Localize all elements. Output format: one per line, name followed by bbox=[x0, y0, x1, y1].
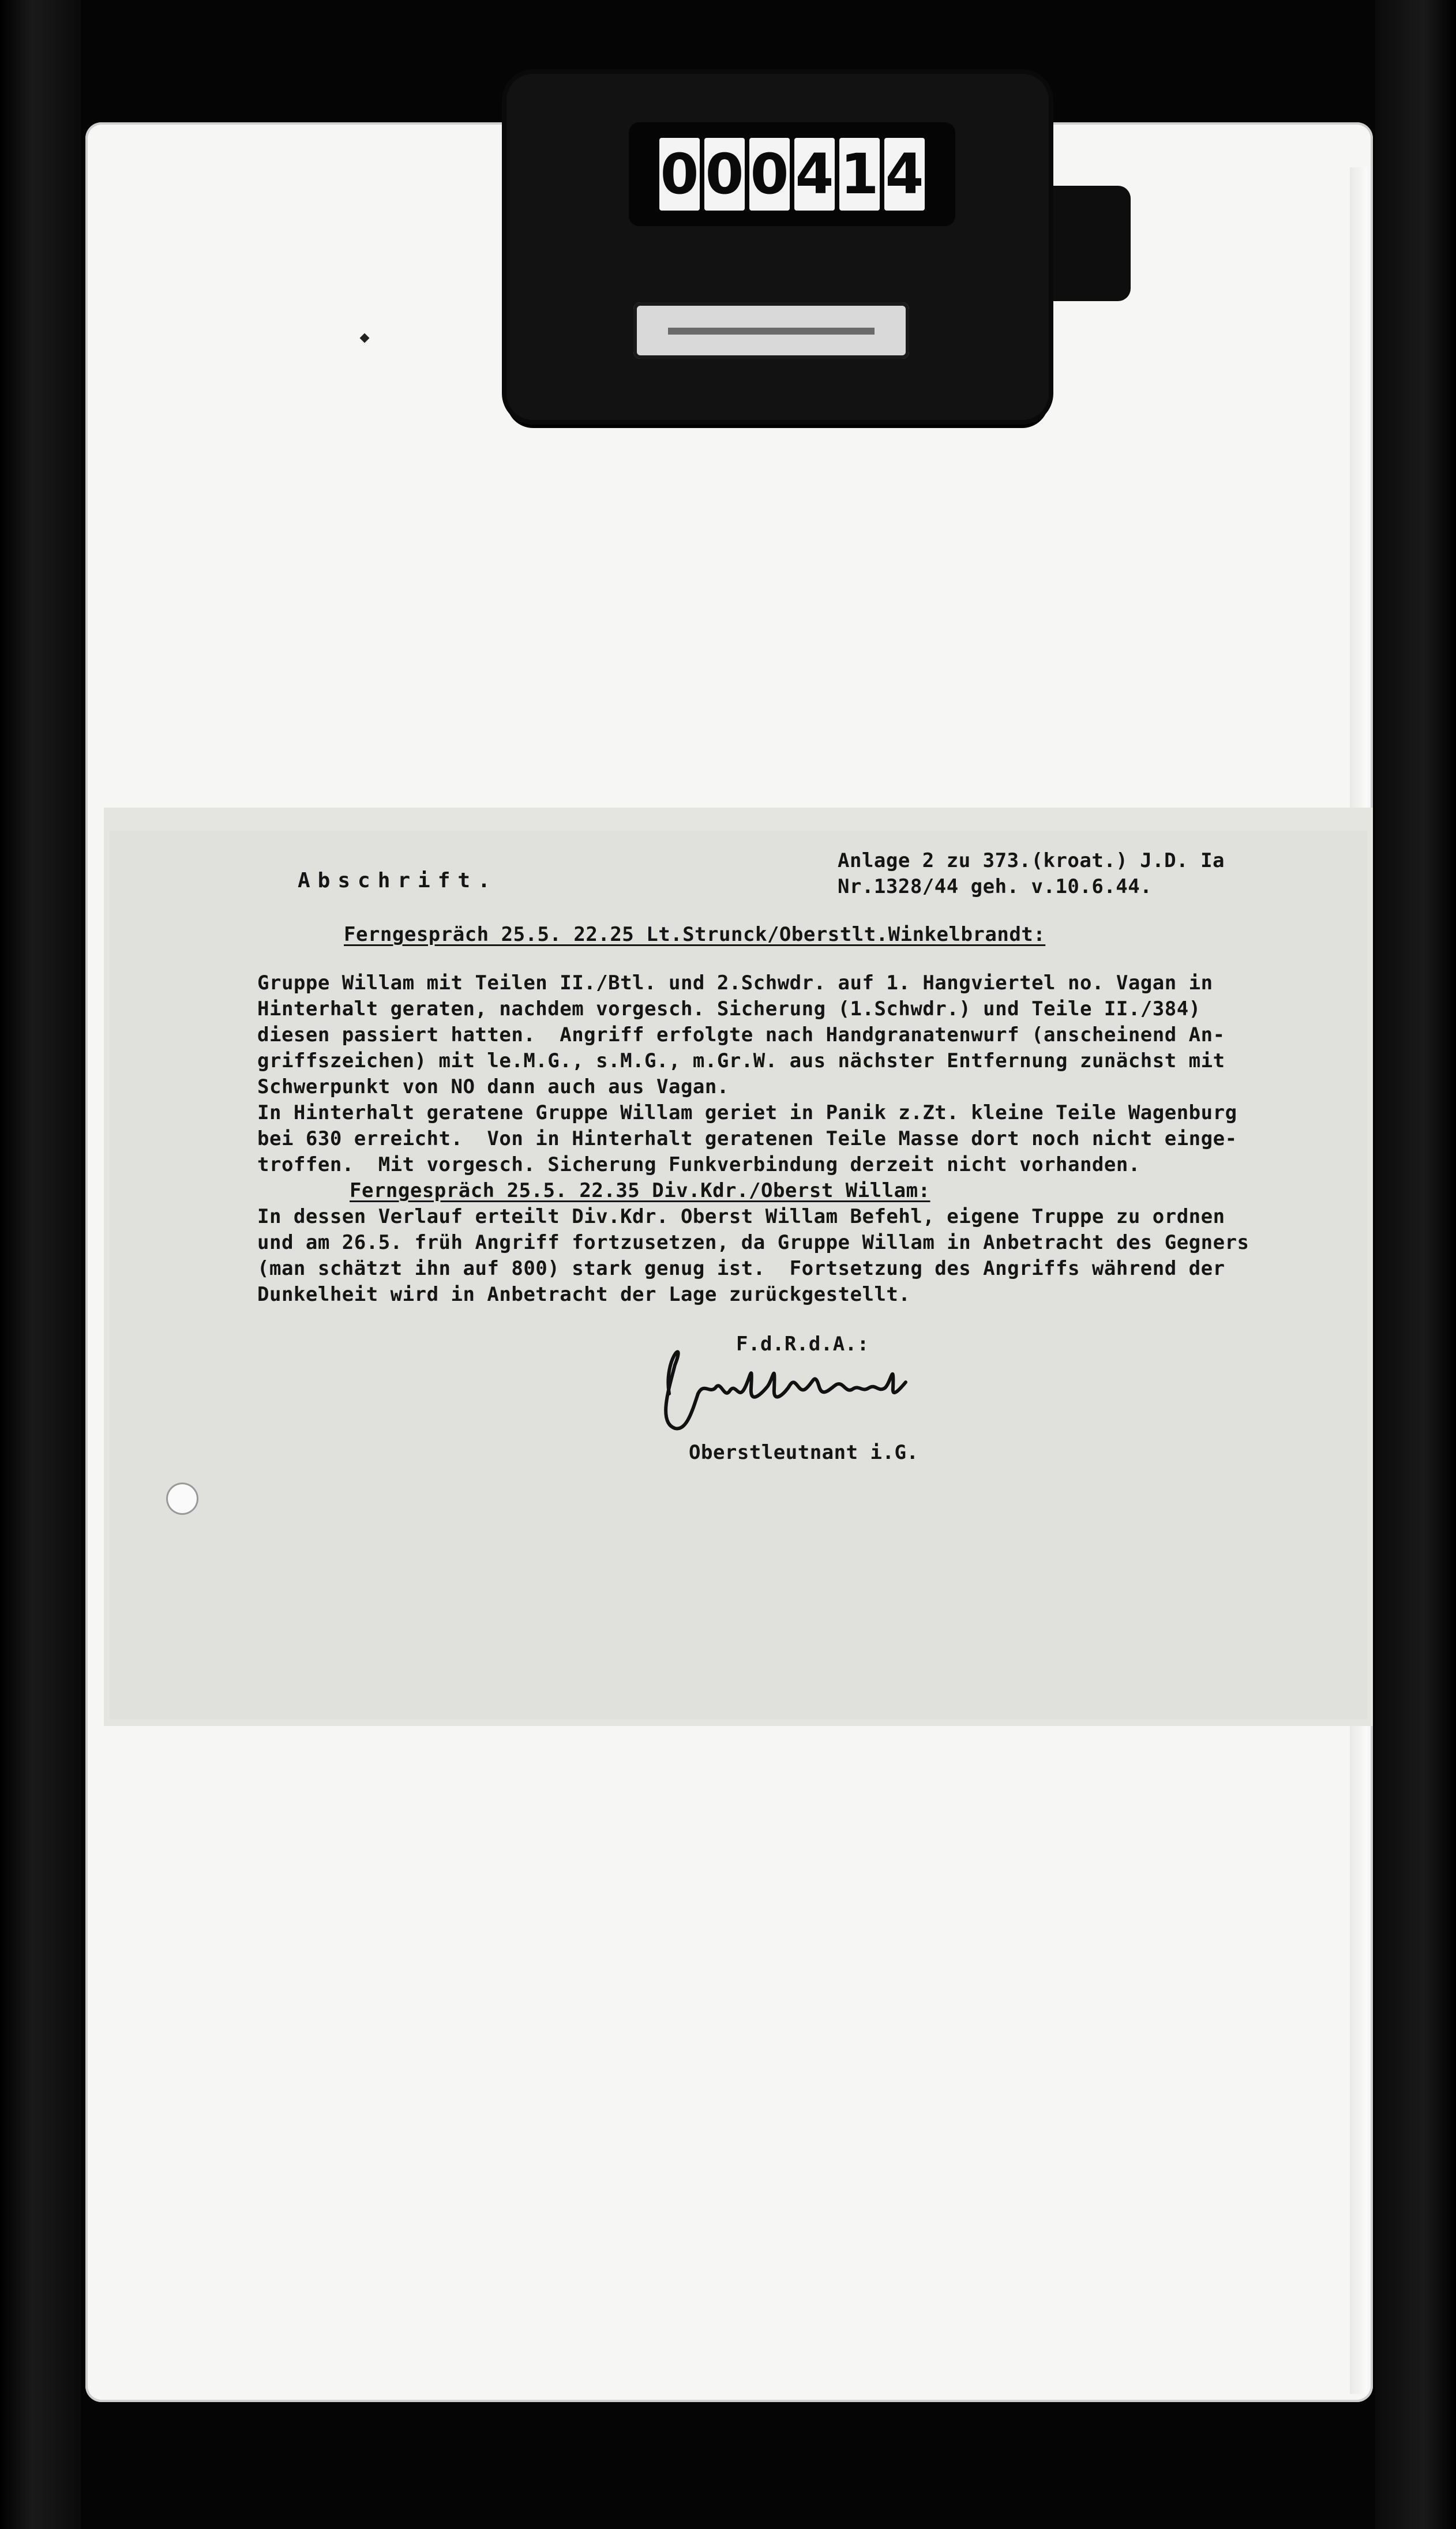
copy-label: Abschrift. bbox=[298, 869, 498, 892]
counter-digit: 0 bbox=[704, 138, 745, 211]
counter-digit: 4 bbox=[884, 138, 925, 211]
counter-digit: 4 bbox=[794, 138, 835, 211]
film-edge-right bbox=[1375, 0, 1456, 2529]
handwritten-signature bbox=[652, 1324, 963, 1440]
call2-body: In dessen Verlauf erteilt Div.Kdr. Oberst Willam Befehl, eigene Truppe zu ordnen und am 26.5. früh Angriff fortzusetzen, da Gruppe Willam in Anbetracht des Gegners (man schätzt ihn auf 800) stark genug ist. Fortsetzung des Angriffs während der Dunkelheit wird in Anbetracht der Lage zurückgestellt. bbox=[257, 1205, 1249, 1306]
counter-digit: 0 bbox=[659, 138, 700, 211]
punch-hole bbox=[166, 1483, 198, 1515]
call1-heading: Ferngespräch 25.5. 22.25 Lt.Strunck/Oberstlt.Winkelbrandt: bbox=[344, 923, 1046, 946]
counter-digit: 0 bbox=[749, 138, 790, 211]
counter-display bbox=[629, 122, 955, 226]
annex-reference: Anlage 2 zu 373.(kroat.) J.D. Ia Nr.1328/44 geh. v.10.6.44. bbox=[838, 849, 1225, 898]
call2-heading: Ferngespräch 25.5. 22.35 Div.Kdr./Oberst Willam: bbox=[350, 1179, 930, 1202]
counter-nameplate bbox=[633, 302, 909, 359]
signer-rank: Oberstleutnant i.G. bbox=[689, 1441, 919, 1464]
film-edge-left bbox=[0, 0, 81, 2529]
counter-digit: 1 bbox=[839, 138, 880, 211]
certification-mark: F.d.R.d.A.: bbox=[736, 1333, 869, 1356]
call1-body: Gruppe Willam mit Teilen II./Btl. und 2.Schwdr. auf 1. Hangviertel no. Vagan in Hinterhalt geraten, nachdem vorgesch. Sicherung (1.Schwdr.) und Teile II./384) diesen passiert hatten. Angriff erfolgte nach Handgranatenwurf (anscheinend An- griffszeichen) mit le.M.G., s.M.G., m.Gr.W. aus nächster Entfernung zunächst mit Schwerpunkt von NO dann auch aus Vagan. In Hinterhalt geratene Gruppe Willam geriet in Panik z.Zt. kleine Teile Wagenburg bei 630 erreicht. Von in Hinterhalt geratenen Teile Masse dort noch nicht einge- troffen. Mit vorgesch. Sicherung Funkverbindung derzeit nicht vorhanden. bbox=[257, 971, 1237, 1176]
